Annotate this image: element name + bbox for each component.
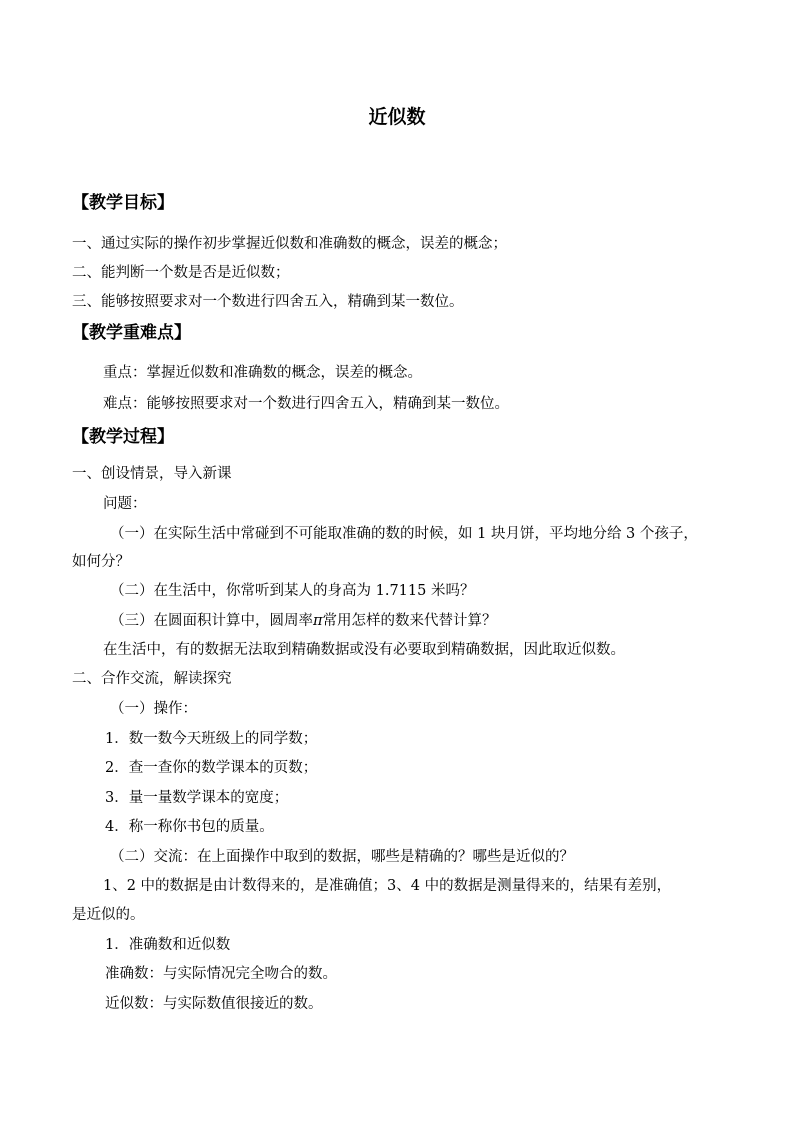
difficult-point-text: 难点：能够按照要求对一个数进行四舍五入，精确到某一数位。	[103, 396, 509, 412]
definition-exact-number: 准确数：与实际情况完全吻合的数。	[105, 966, 337, 982]
conclusion-paragraph: 在生活中，有的数据无法取到精确数据或没有必要取到精确数据，因此取近似数。	[103, 642, 625, 658]
operation-item-2: 2．查一查你的数学课本的页数；	[105, 760, 318, 776]
question-3-text-before: （三）在圆面积计算中，圆周率	[110, 613, 313, 629]
goal-item-2: 二、能判断一个数是否是近似数；	[72, 265, 290, 281]
pi-symbol: π	[313, 613, 323, 629]
operation-item-1: 1．数一数今天班级上的同学数；	[105, 731, 318, 747]
key-point-text: 重点：掌握近似数和准确数的概念，误差的概念。	[103, 365, 422, 381]
section-1-title: 一、创设情景，导入新课	[72, 466, 232, 482]
page-title: 近似数	[368, 106, 426, 128]
question-3	[110, 611, 497, 631]
heading-teaching-goals: 【教学目标】	[72, 193, 174, 213]
question-1-line-2: 如何分？	[72, 554, 130, 570]
question-3-text-after: 常用怎样的数来代替计算？	[322, 613, 497, 629]
goal-item-1: 一、通过实际的操作初步掌握近似数和准确数的概念，误差的概念；	[72, 236, 507, 252]
operation-label: （一）操作：	[110, 701, 197, 717]
goal-item-3: 三、能够按照要求对一个数进行四舍五入，精确到某一数位。	[72, 294, 464, 310]
operation-item-4: 4．称一称你书包的质量。	[105, 819, 274, 835]
operation-item-3: 3．量一量数学课本的宽度；	[105, 790, 289, 806]
explanation-line-1: 1、2 中的数据是由计数得来的，是准确值；3、4 中的数据是测量得来的，结果有差别，	[103, 878, 672, 894]
heading-key-points: 【教学重难点】	[72, 323, 191, 343]
heading-teaching-process: 【教学过程】	[72, 427, 174, 447]
definition-title: 1．准确数和近似数	[105, 937, 231, 953]
question-label: 问题：	[103, 496, 147, 512]
section-2-title: 二、合作交流，解读探究	[72, 671, 232, 687]
definition-approximate-number: 近似数：与实际数值很接近的数。	[105, 996, 323, 1012]
question-2: （二）在生活中，你常听到某人的身高为 1.7115 米吗？	[110, 583, 475, 599]
question-1-line-1: （一）在实际生活中常碰到不可能取准确的数的时候，如 1 块月饼，平均地分给 3 个孩子，	[110, 526, 698, 542]
explanation-line-2: 是近似的。	[72, 907, 145, 923]
exchange-question: （二）交流：在上面操作中取到的数据，哪些是精确的？哪些是近似的？	[110, 849, 574, 865]
